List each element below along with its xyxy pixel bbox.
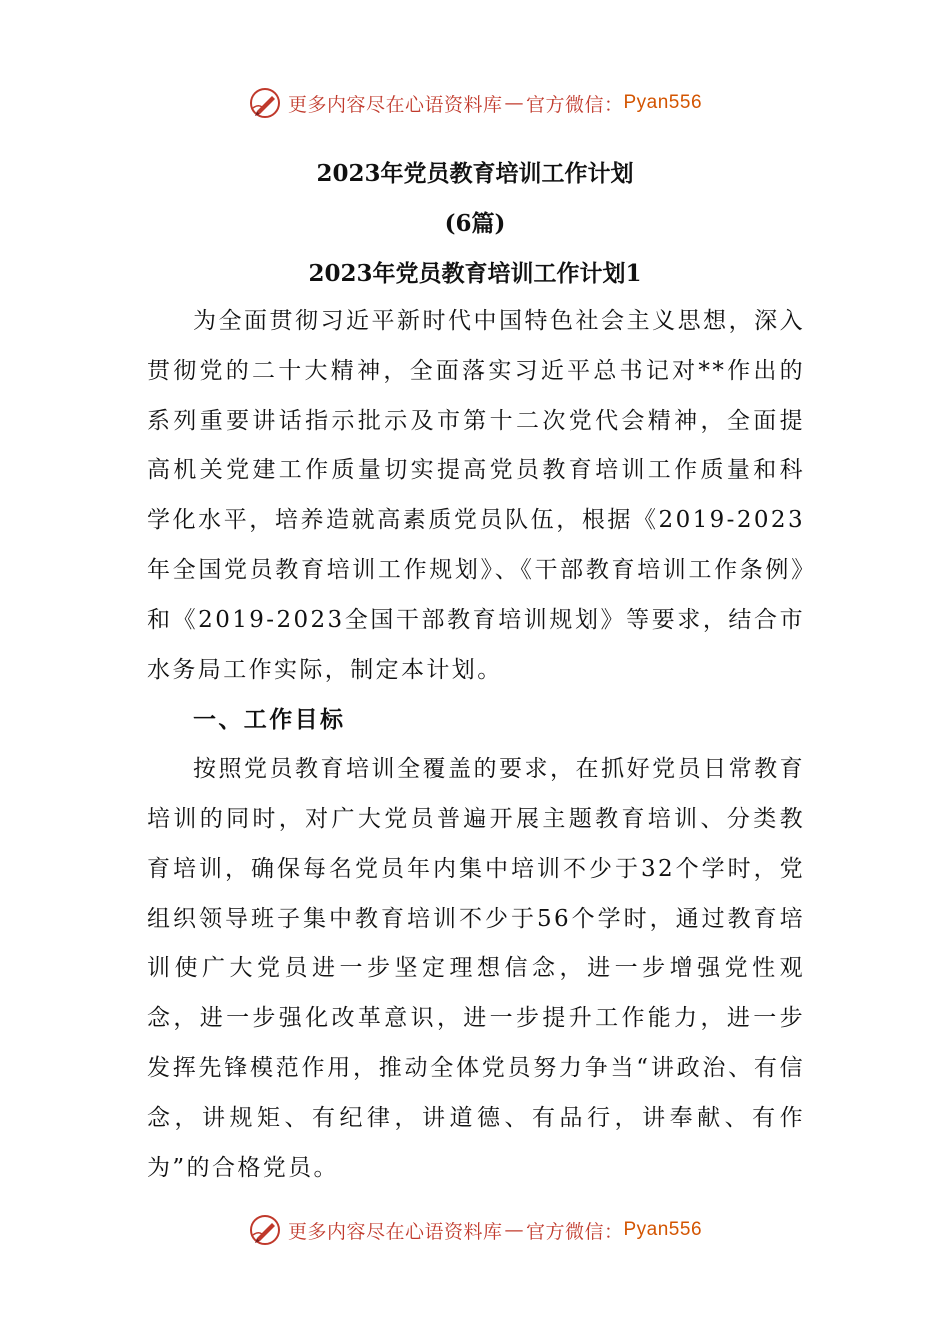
paragraph-intro: 为全面贯彻习近平新时代中国特色社会主义思想，深入贯彻党的二十大精神，全面落实习近平总书记对**作出的系列重要讲话指示批示及市第十二次党代会精神，全面提高机关党建工作质量切实提高党员教育培训工作质量和科学化水平，培养造就高素质党员队伍，根据《2019-2023年全国党员教育培训工作规划》、《干部教育培训工作条例》和《2019-2023全国干部教育培训规划》等要求，结合市水务局工作实际，制定本计划。 bbox=[147, 308, 805, 683]
watermark-footer bbox=[0, 1210, 950, 1250]
document-title: 2023年党员教育培训工作计划 bbox=[316, 160, 634, 187]
watermark-wechat: Pyan556 bbox=[623, 92, 703, 113]
watermark-label: 官方微信： bbox=[525, 93, 624, 116]
document-body bbox=[147, 297, 805, 1193]
watermark-text: 更多内容尽在心语资料库 bbox=[287, 1220, 503, 1243]
watermark-header bbox=[0, 83, 950, 123]
section-title: 2023年党员教育培训工作计划1 bbox=[308, 260, 642, 287]
watermark-wechat: Pyan556 bbox=[623, 1219, 703, 1240]
paragraph-goals: 按照党员教育培训全覆盖的要求，在抓好党员日常教育培训的同时，对广大党员普遍开展主题教育培训、分类教育培训，确保每名党员年内集中培训不少于32个学时，党组织领导班子集中教育培训不少于56个学时，通过教育培训使广大党员进一步坚定理想信念，进一步增强党性观念，进一步强化改革意识，进一步提升工作能力，进一步发挥先锋模范作用，推动全体党员努力争当“讲政治、有信念，讲规矩、有纪律，讲道德、有品行，讲奉献、有作为”的合格党员。 bbox=[147, 756, 805, 1181]
heading-work-goals: 一、工作目标 bbox=[193, 706, 346, 734]
pen-logo-icon bbox=[248, 1213, 282, 1247]
watermark-text: 更多内容尽在心语资料库 bbox=[287, 93, 503, 116]
watermark-label: 官方微信： bbox=[525, 1220, 624, 1243]
watermark-separator: — bbox=[504, 92, 524, 114]
pen-logo-icon bbox=[248, 86, 282, 120]
watermark-separator: — bbox=[504, 1219, 524, 1241]
document-subtitle: (6篇) bbox=[444, 210, 506, 237]
